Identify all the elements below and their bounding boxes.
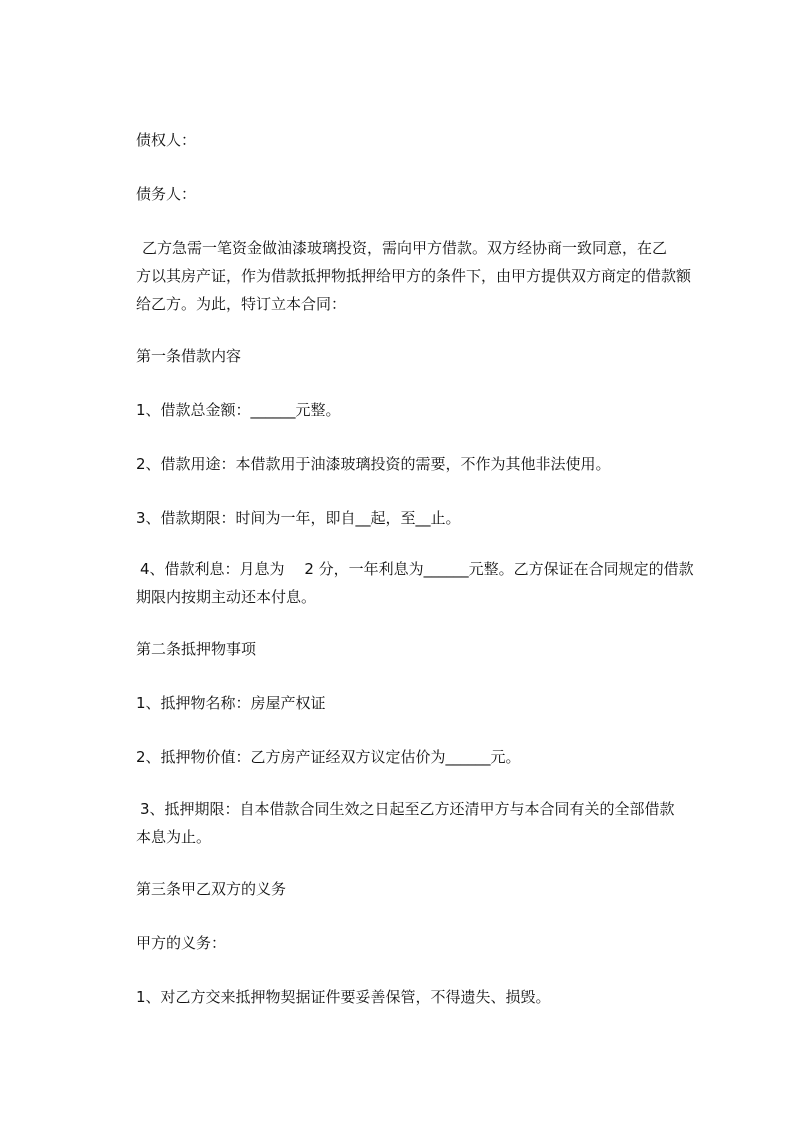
section-3-title: 第三条甲乙双方的义务	[136, 880, 287, 898]
section-1-item-4-line-2: 期限内按期主动还本付息。	[136, 588, 317, 606]
section-3-item-1: 1、对乙方交来抵押物契据证件要妥善保管，不得遗失、损毁。	[136, 988, 551, 1006]
section-2-item-3-line-1: 3、抵押期限：自本借款合同生效之日起至乙方还清甲方与本合同有关的全部借款	[140, 800, 675, 818]
section-1-item-2: 2、借款用途：本借款用于油漆玻璃投资的需要，不作为其他非法使用。	[136, 455, 611, 473]
section-2-item-1: 1、抵押物名称：房屋产权证	[136, 694, 326, 712]
party-a-duties-label: 甲方的义务：	[136, 934, 227, 952]
section-1-item-4-line-1: 4、借款利息：月息为 2 分，一年利息为______元整。乙方保证在合同规定的借款	[140, 560, 694, 578]
intro-line-2: 方以其房产证，作为借款抵押物抵押给甲方的条件下，由甲方提供双方商定的借款额	[136, 267, 692, 285]
intro-line-3: 给乙方。为此，特订立本合同：	[136, 295, 347, 313]
section-1-item-1: 1、借款总金额：______元整。	[136, 401, 341, 419]
creditor-label: 债权人：	[136, 131, 197, 149]
section-1-item-3: 3、借款期限：时间为一年，即自__起，至__止。	[136, 509, 461, 527]
intro-line-1: 乙方急需一笔资金做油漆玻璃投资，需向甲方借款。双方经协商一致同意，在乙	[142, 239, 668, 257]
section-2-item-3-line-2: 本息为止。	[136, 828, 212, 846]
debtor-label: 债务人：	[136, 185, 197, 203]
section-2-title: 第二条抵押物事项	[136, 640, 257, 658]
section-2-item-2: 2、抵押物价值：乙方房产证经双方议定估价为______元。	[136, 748, 521, 766]
section-1-title: 第一条借款内容	[136, 347, 242, 365]
